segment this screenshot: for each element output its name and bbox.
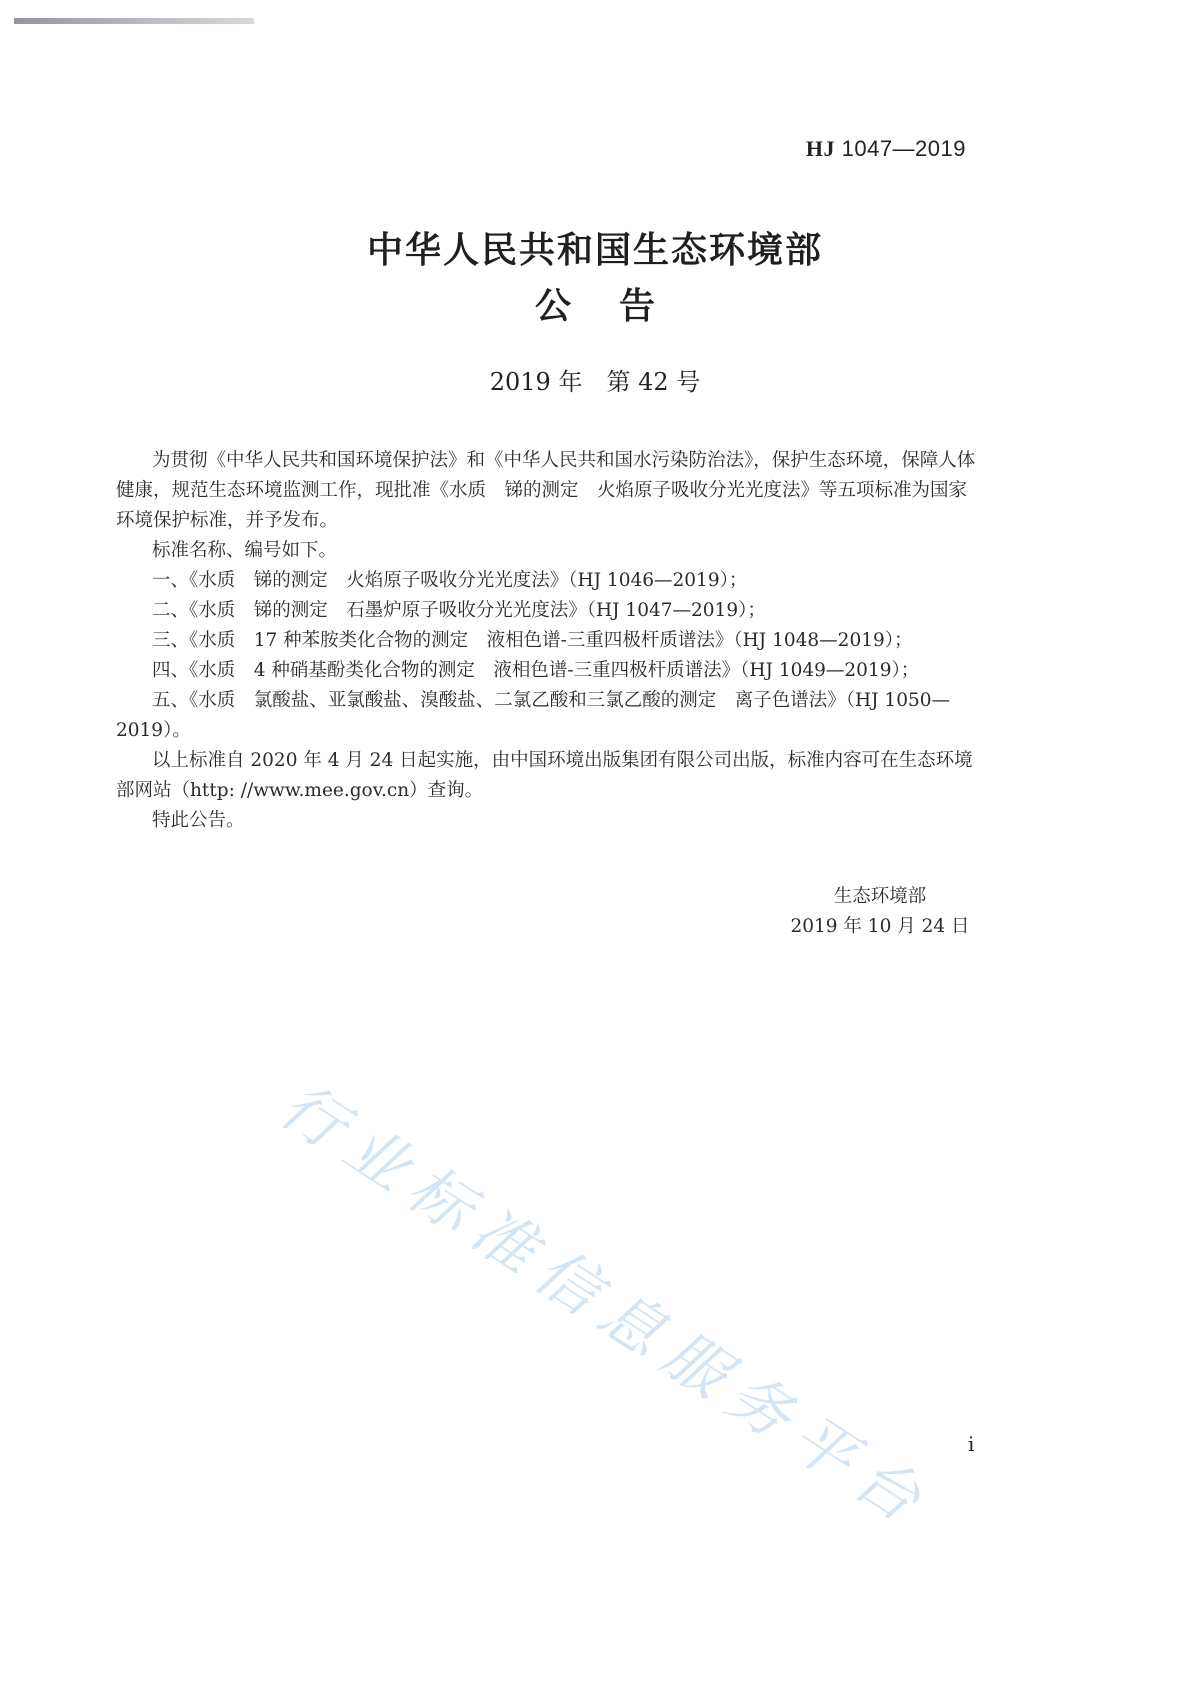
body-paragraph-intro: 为贯彻《中华人民共和国环境保护法》和《中华人民共和国水污染防治法》，保护生态环境，保障人体健康，规范生态环境监测工作，现批准《水质 锑的测定 火焰原子吸收分光光度法》等五项标准为国家环境保护标准，并予发布。 — [116, 450, 976, 531]
standard-item-3: 三、《水质 17 种苯胺类化合物的测定 液相色谱-三重四极杆质谱法》（HJ 1048—2019）； — [152, 630, 913, 651]
standard-code — [806, 136, 966, 162]
standard-item-1: 一、《水质 锑的测定 火焰原子吸收分光光度法》（HJ 1046—2019）； — [152, 570, 748, 591]
body-paragraph-list-intro: 标准名称、编号如下。 — [152, 540, 338, 561]
standard-item-4: 四、《水质 4 种硝基酚类化合物的测定 液相色谱-三重四极杆质谱法》（HJ 1049—2019）； — [152, 660, 920, 681]
signature-org: 生态环境部 — [833, 886, 927, 907]
ministry-title: 中华人民共和国生态环境部 — [366, 229, 823, 271]
body-paragraph-implementation: 以上标准自 2020 年 4 月 24 日起实施，由中国环境出版集团有限公司出版，标准内容可在生态环境部网站（http: //www.mee.gov.cn）查询。 — [116, 750, 973, 801]
notice-body — [116, 446, 978, 836]
watermark-text: 行业标准信息服务平台 — [267, 1068, 945, 1544]
standard-item-5: 五、《水质 氯酸盐、亚氯酸盐、溴酸盐、二氯乙酸和三氯乙酸的测定 离子色谱法》（HJ 1050—2019）。 — [116, 690, 951, 741]
notice-number: 2019 年 第 42 号 — [489, 368, 701, 396]
standard-code-number: 1047—2019 — [841, 136, 966, 161]
signature-date: 2019 年 10 月 24 日 — [790, 916, 970, 937]
scan-edge-mark — [14, 18, 254, 24]
page-number: i — [968, 1432, 975, 1456]
notice-title: 公告 — [534, 285, 703, 327]
standard-item-2: 二、《水质 锑的测定 石墨炉原子吸收分光光度法》（HJ 1047—2019）； — [152, 600, 766, 621]
signature-block — [790, 882, 970, 942]
standard-code-prefix: HJ — [805, 136, 835, 161]
body-paragraph-closing: 特此公告。 — [152, 810, 245, 831]
